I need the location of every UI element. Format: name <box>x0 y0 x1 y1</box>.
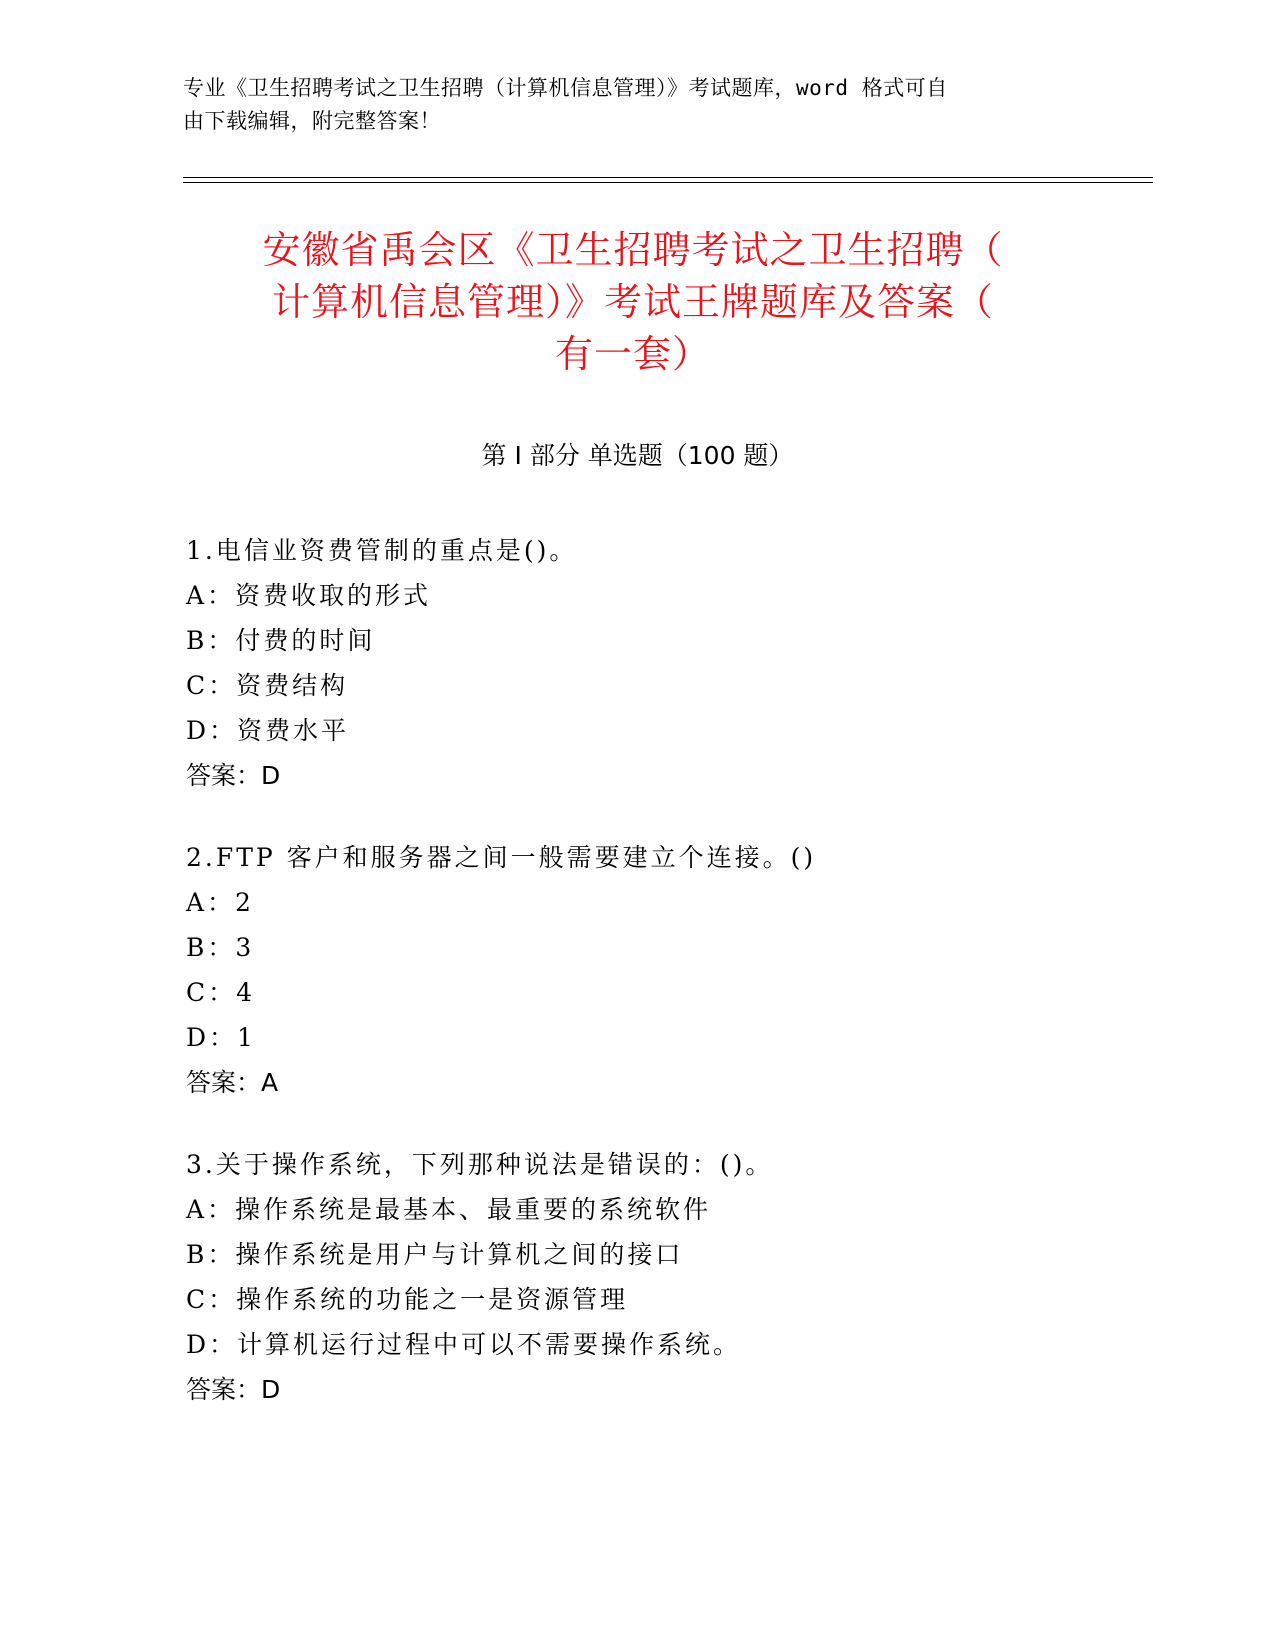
option-d: D：资费水平 <box>186 716 350 745</box>
document-title-line-2: 计算机信息管理）》考试王牌题库及答案（ <box>271 280 994 324</box>
option-a: A：操作系统是最基本、最重要的系统软件 <box>186 1195 712 1224</box>
header-note <box>183 72 1063 138</box>
option-a: A：2 <box>186 888 254 917</box>
option-d: D：1 <box>186 1023 256 1052</box>
question-stem: 3.关于操作系统，下列那种说法是错误的：()。 <box>186 1150 774 1179</box>
question-item <box>186 835 1116 1105</box>
option-a: A：资费收取的形式 <box>186 581 432 610</box>
option-b: B：付费的时间 <box>186 626 376 655</box>
question-stem: 2.FTP 客户和服务器之间一般需要建立个连接。() <box>186 843 817 872</box>
question-item <box>186 1142 1116 1412</box>
answer-key: 答案：D <box>186 761 281 790</box>
header-divider-bottom <box>183 182 1153 183</box>
option-c: C：4 <box>186 978 256 1007</box>
answer-key: 答案：A <box>186 1068 279 1097</box>
header-note-line-2: 由下载编辑，附完整答案！ <box>183 109 441 133</box>
option-b: B：操作系统是用户与计算机之间的接口 <box>186 1240 684 1269</box>
document-title <box>183 224 1083 380</box>
answer-key: 答案：D <box>186 1375 281 1404</box>
option-c: C：操作系统的功能之一是资源管理 <box>186 1285 629 1314</box>
question-list <box>186 528 1116 1449</box>
document-title-line-3: 有一套） <box>554 332 711 376</box>
header-note-line-1: 专业《卫生招聘考试之卫生招聘（计算机信息管理）》考试题库，word 格式可自 <box>183 76 948 100</box>
option-b: B：3 <box>186 933 255 962</box>
question-stem: 1.电信业资费管制的重点是()。 <box>186 536 578 565</box>
document-title-line-1: 安徽省禹会区《卫生招聘考试之卫生招聘（ <box>262 228 1004 272</box>
header-divider-top <box>183 177 1153 178</box>
question-item <box>186 528 1116 798</box>
section-heading: 第 I 部分 单选题（100 题） <box>481 441 794 470</box>
option-d: D：计算机运行过程中可以不需要操作系统。 <box>186 1330 742 1359</box>
option-c: C：资费结构 <box>186 671 349 700</box>
